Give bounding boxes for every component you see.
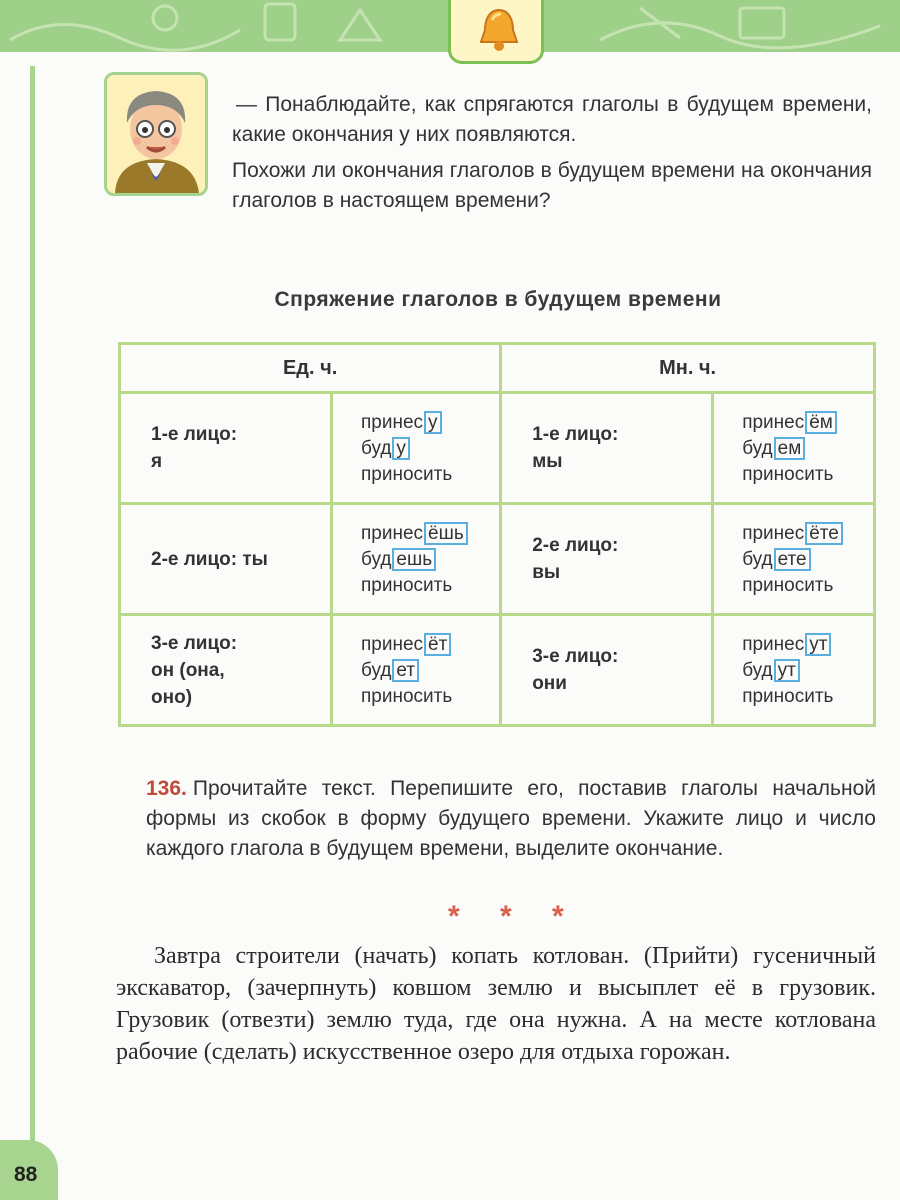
person-label: оно) <box>151 686 193 708</box>
table-title: Спряжение глаголов в будущем времени <box>274 288 722 311</box>
conjugation-table <box>118 342 876 727</box>
infinitive: приносить <box>742 685 834 707</box>
teacher-portrait <box>104 72 208 196</box>
verb-ending: у <box>392 437 410 460</box>
verb-forms-cell <box>332 393 501 504</box>
verb-forms-cell <box>713 615 875 726</box>
header-plural: Мн. ч. <box>501 344 875 393</box>
verb-forms-cell <box>332 615 501 726</box>
infinitive: приносить <box>361 685 453 707</box>
verb-forms-cell <box>332 504 501 615</box>
person-label: я <box>151 451 163 472</box>
person-label: 1-е лицо: <box>151 424 238 445</box>
section-stars: * * * <box>448 900 580 933</box>
person-cell <box>120 393 332 504</box>
verb-ending: ут <box>805 633 831 656</box>
table-row <box>120 393 875 504</box>
verb-form <box>361 547 498 573</box>
verb-form <box>361 521 498 547</box>
verb-stem: буд <box>742 659 773 681</box>
infinitive: приносить <box>742 574 834 596</box>
teacher-portrait-icon <box>107 75 205 193</box>
person-cell <box>501 504 713 615</box>
verb-ending: ёте <box>805 522 843 545</box>
verb-ending: ешь <box>392 548 436 571</box>
verb-stem: принес <box>742 633 805 655</box>
verb-form <box>742 632 872 658</box>
verb-ending: ет <box>392 659 419 682</box>
verb-stem: буд <box>361 437 392 459</box>
verb-ending: ете <box>774 548 811 571</box>
verb-form <box>361 632 498 658</box>
person-label: 1-е лицо: <box>532 424 619 445</box>
verb-form <box>361 436 498 462</box>
verb-stem: принес <box>742 522 805 544</box>
verb-form <box>742 547 872 573</box>
infinitive: приносить <box>742 463 834 485</box>
verb-stem: буд <box>361 548 392 570</box>
bell-tab <box>448 0 544 64</box>
verb-form <box>742 436 872 462</box>
verb-stem: принес <box>742 411 805 433</box>
page-number: 88 <box>14 1163 38 1186</box>
verb-ending: ём <box>805 411 837 434</box>
bell-icon <box>475 6 523 54</box>
verb-form <box>361 410 498 436</box>
table-row <box>120 504 875 615</box>
verb-forms-cell <box>713 504 875 615</box>
person-cell <box>501 615 713 726</box>
verb-ending: ем <box>774 437 806 460</box>
person-label: они <box>532 673 567 694</box>
verb-form <box>361 658 498 684</box>
verb-form <box>742 658 872 684</box>
intro-question: Похожи ли окончания глаголов в будущем времени на окончания глаголов в настоящем времени? <box>232 159 872 212</box>
verb-ending: у <box>424 411 442 434</box>
verb-form <box>742 521 872 547</box>
infinitive: приносить <box>361 574 453 596</box>
person-label: 2-е лицо: <box>532 535 619 556</box>
exercise-136 <box>146 774 876 864</box>
person-label: 2-е лицо: ты <box>151 548 268 570</box>
person-cell <box>120 615 332 726</box>
verb-forms-cell <box>713 393 875 504</box>
verb-stem: принес <box>361 633 424 655</box>
verb-form <box>742 410 872 436</box>
verb-ending: ут <box>774 659 800 682</box>
header-singular: Ед. ч. <box>120 344 501 393</box>
verb-stem: принес <box>361 411 424 433</box>
verb-stem: буд <box>742 437 773 459</box>
person-label: он (она, <box>151 659 225 681</box>
person-cell <box>501 393 713 504</box>
margin-rule <box>30 66 35 1146</box>
intro-paragraph: — Понаблюдайте, как спрягаются глаголы в будущем времени, какие окончания у них появляются. <box>232 93 872 146</box>
verb-stem: буд <box>742 548 773 570</box>
verb-stem: принес <box>361 522 424 544</box>
verb-stem: буд <box>361 659 392 681</box>
person-label: 3-е лицо: <box>151 632 238 654</box>
person-label: вы <box>532 562 561 583</box>
exercise-instructions: Прочитайте текст. Перепишите его, поставив глаголы начальной формы из скобок в форму будущего времени. Укажите лицо и число каждого глагола в будущем времени, выделите окончание. <box>146 777 876 860</box>
table-row <box>120 615 875 726</box>
verb-ending: ёшь <box>424 522 468 545</box>
infinitive: приносить <box>361 463 453 485</box>
person-label: мы <box>532 451 563 472</box>
story-text: Завтра строители (начать) копать котлован. (Прийти) гусеничный экскаватор, (зачерпнуть) ковшом землю и высыплет её в грузовик. Грузовик (отвезти) землю туда, где она нужна. А на месте котлована рабочие (сделать) искусственное озеро для отдыха горожан. <box>116 943 876 1065</box>
intro-text <box>232 90 872 222</box>
person-label: 3-е лицо: <box>532 646 619 667</box>
exercise-number: 136. <box>146 777 187 800</box>
person-cell <box>120 504 332 615</box>
verb-ending: ёт <box>424 633 451 656</box>
